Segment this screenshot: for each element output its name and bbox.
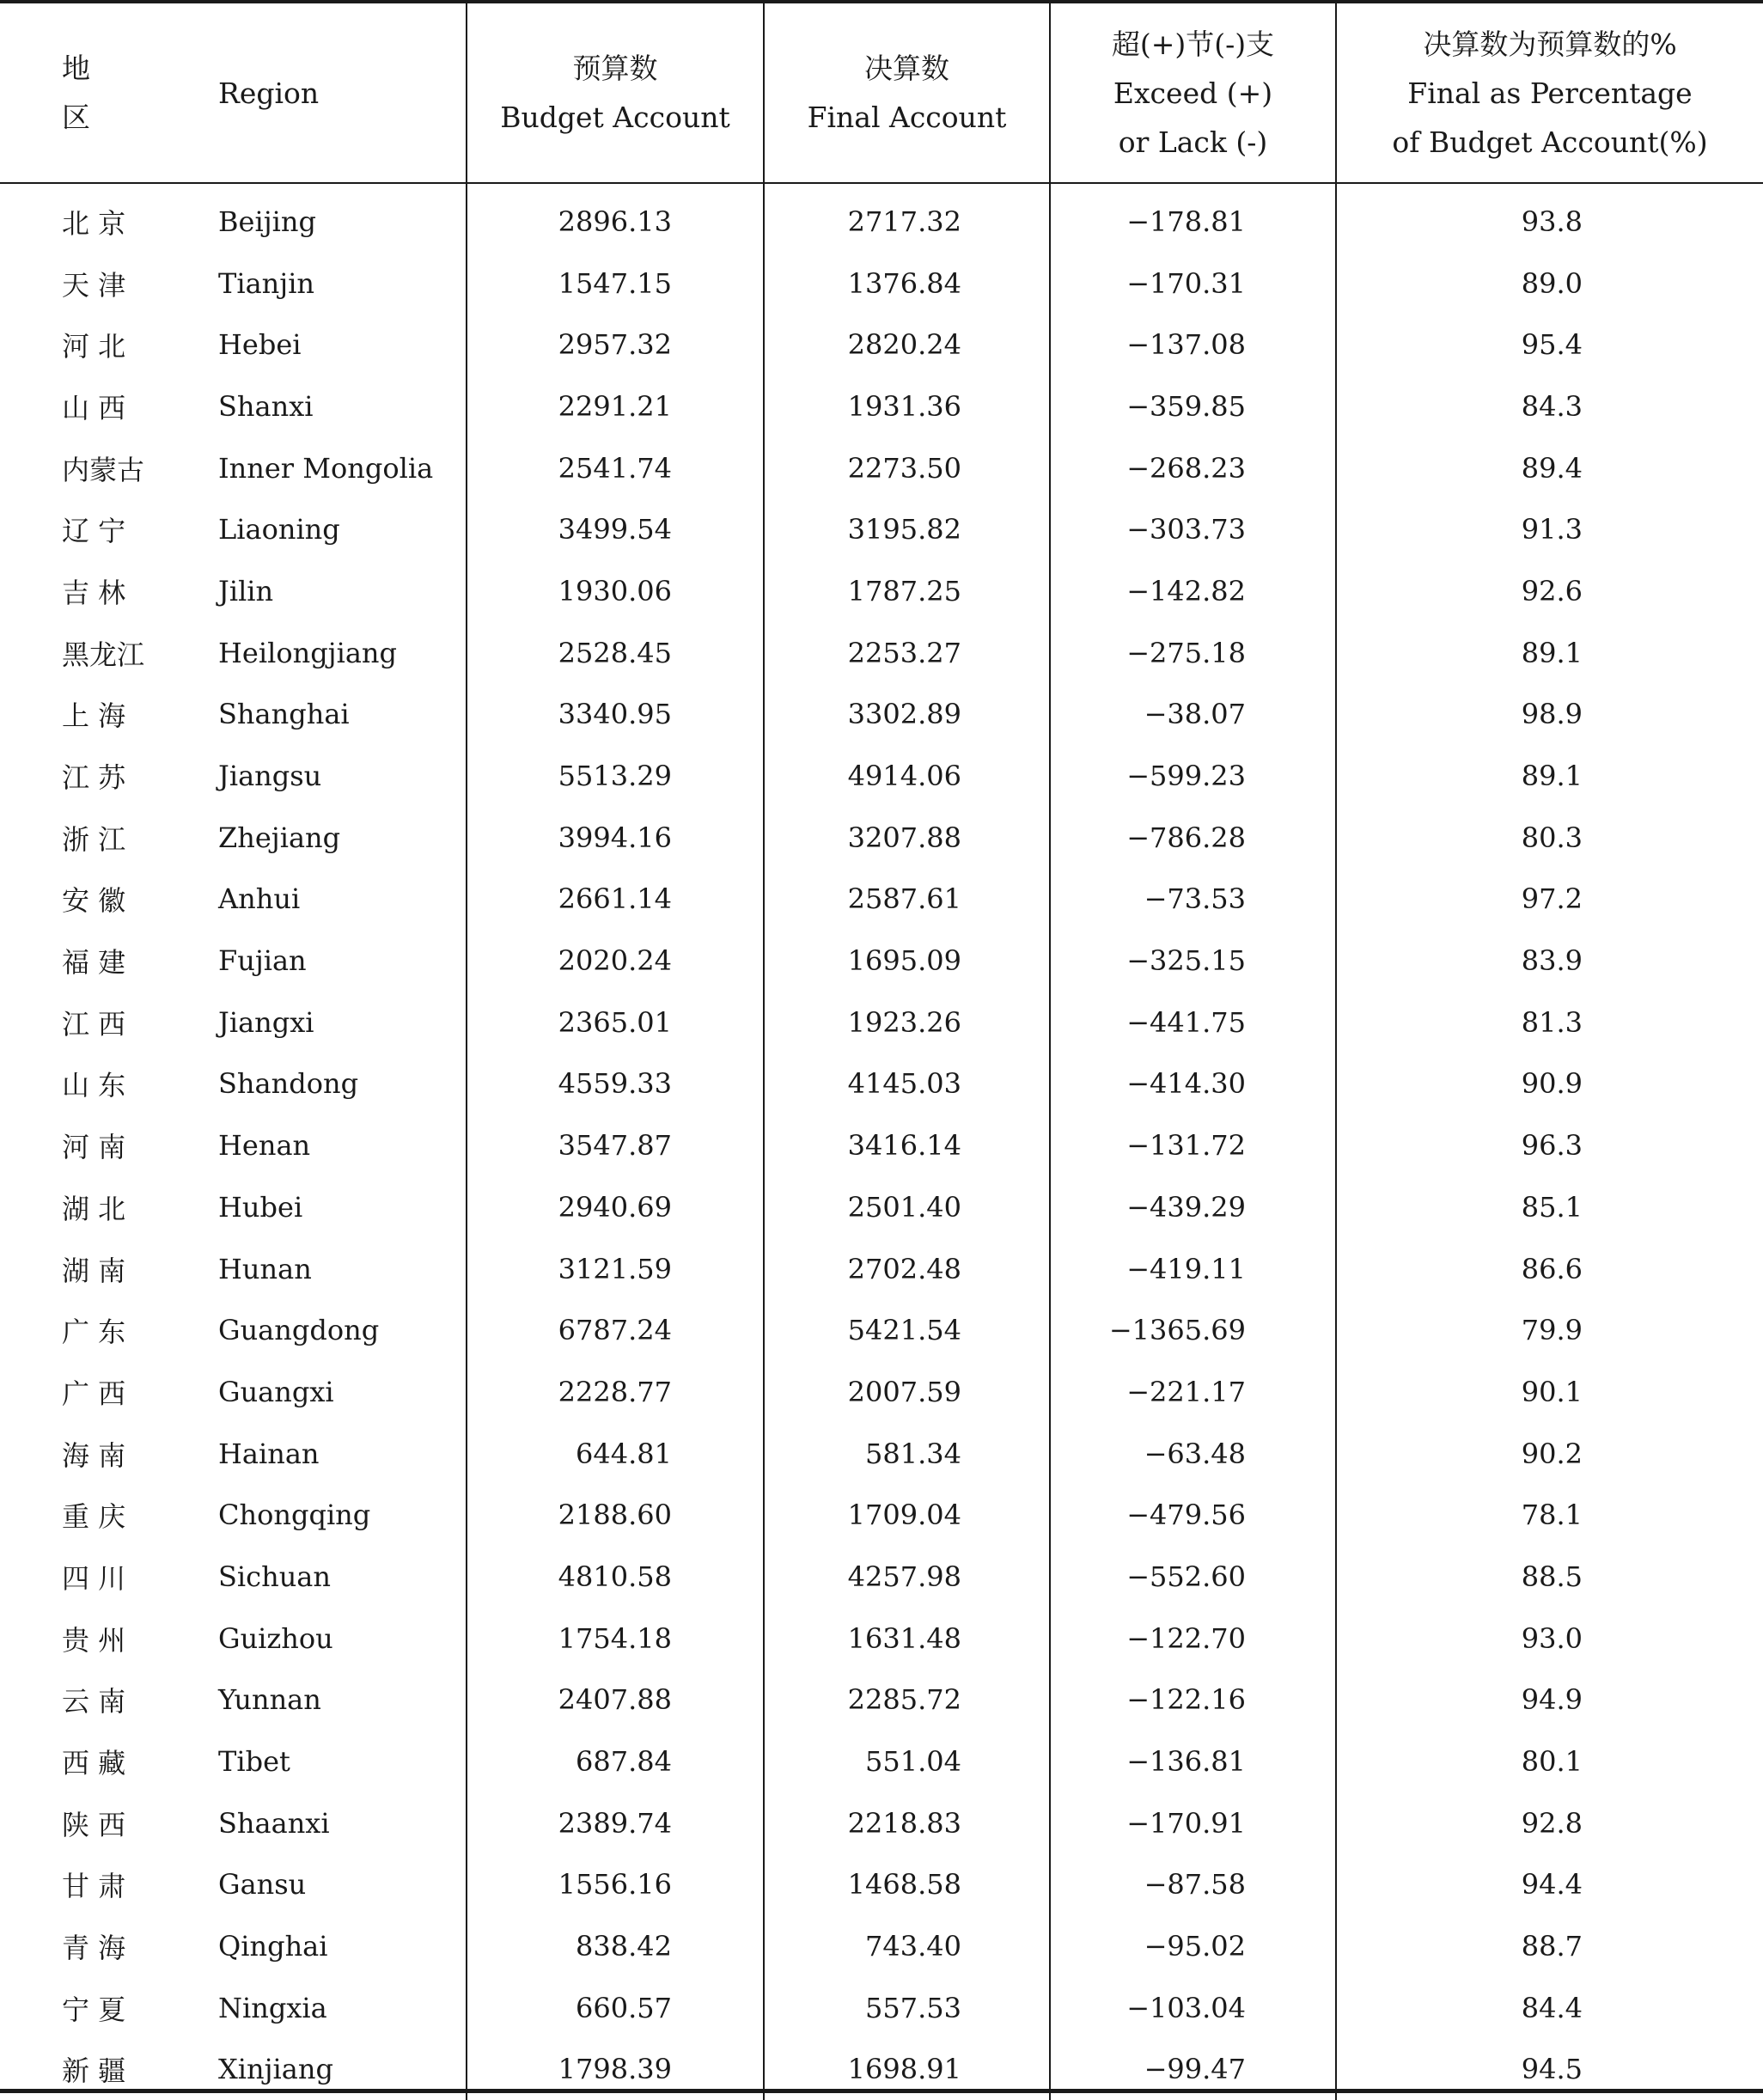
cell-region-en: Shanghai [155, 684, 467, 746]
header-budget-cn: 预算数 [572, 52, 658, 85]
cell-final: 2702.48 [764, 1238, 1050, 1300]
table-header [0, 3, 1763, 183]
cell-region-cn: 辽 宁 [62, 515, 126, 548]
cell-region-en: Heilongjiang [155, 622, 467, 684]
header-final-cn: 决算数 [864, 52, 949, 85]
cell-budget: 2896.13 [467, 183, 764, 253]
cell-final: 2007.59 [764, 1361, 1050, 1423]
cell-region-en: Yunnan [155, 1670, 467, 1731]
bottom-rule [0, 2089, 1763, 2093]
cell-region-cn: 云 南 [62, 1685, 126, 1718]
cell-region-en: Ningxia [155, 1977, 467, 2039]
table-body [0, 183, 1763, 2100]
table-row [0, 1423, 1763, 1485]
header-budget-en: Budget Account [500, 101, 730, 134]
cell-region-en: Hunan [155, 1238, 467, 1300]
cell-region-en: Gansu [155, 1854, 467, 1916]
cell-final: 4257.98 [764, 1546, 1050, 1608]
cell-region-en: Guangxi [155, 1361, 467, 1423]
cell-region-cn: 四 川 [62, 1561, 126, 1595]
cell-exceed-lack: −136.81 [1050, 1731, 1336, 1792]
cell-exceed-lack: −99.47 [1050, 2039, 1336, 2100]
cell-region-cn: 广 西 [62, 1377, 126, 1410]
cell-final: 3302.89 [764, 684, 1050, 746]
cell-final: 2253.27 [764, 622, 1050, 684]
table-row [0, 1977, 1763, 2039]
header-final-en: Final Account [807, 101, 1007, 134]
table-row [0, 992, 1763, 1053]
cell-budget: 660.57 [467, 1977, 764, 2039]
table-row [0, 684, 1763, 746]
cell-region-cn: 海 南 [62, 1438, 126, 1472]
cell-region-en: Jiangxi [155, 992, 467, 1053]
cell-final: 2717.32 [764, 183, 1050, 253]
cell-region-en: Anhui [155, 869, 467, 931]
cell-region-en: Guizhou [155, 1608, 467, 1670]
cell-exceed-lack: −122.16 [1050, 1670, 1336, 1731]
cell-exceed-lack: −63.48 [1050, 1423, 1336, 1485]
cell-budget: 2188.60 [467, 1484, 764, 1546]
cell-final: 3207.88 [764, 807, 1050, 869]
budget-final-account-table [0, 3, 1763, 2100]
cell-region-cn: 北 京 [62, 206, 126, 240]
table-row [0, 437, 1763, 499]
cell-exceed-lack: −131.72 [1050, 1114, 1336, 1176]
cell-region-cn: 山 西 [62, 391, 126, 424]
cell-exceed-lack: −599.23 [1050, 745, 1336, 807]
cell-budget: 2940.69 [467, 1176, 764, 1238]
cell-region-en: Inner Mongolia [155, 437, 467, 499]
cell-final: 581.34 [764, 1423, 1050, 1485]
cell-final: 557.53 [764, 1977, 1050, 2039]
header-row [0, 3, 1763, 183]
cell-region-cn: 贵 州 [62, 1623, 126, 1657]
table-row [0, 807, 1763, 869]
cell-percentage: 89.0 [1521, 266, 1583, 300]
cell-percentage: 89.1 [1521, 636, 1583, 669]
cell-final: 2501.40 [764, 1176, 1050, 1238]
cell-region-cn: 青 海 [62, 1932, 126, 1965]
cell-percentage: 84.4 [1521, 1991, 1583, 2024]
cell-final: 551.04 [764, 1731, 1050, 1792]
header-exceed-line3: or Lack (-) [1118, 125, 1268, 159]
cell-exceed-lack: −268.23 [1050, 437, 1336, 499]
cell-budget: 2228.77 [467, 1361, 764, 1423]
cell-budget: 838.42 [467, 1915, 764, 1977]
cell-percentage: 98.9 [1521, 698, 1583, 731]
header-percentage-line1: 决算数为预算数的% [1423, 27, 1677, 61]
cell-region-en: Tianjin [155, 253, 467, 314]
cell-exceed-lack: −786.28 [1050, 807, 1336, 869]
cell-budget: 6787.24 [467, 1299, 764, 1361]
table-row [0, 314, 1763, 375]
cell-percentage: 85.1 [1521, 1190, 1583, 1224]
cell-region-cn: 吉 林 [62, 576, 126, 609]
cell-region-cn: 天 津 [62, 268, 126, 302]
cell-exceed-lack: −103.04 [1050, 1977, 1336, 2039]
cell-exceed-lack: −142.82 [1050, 560, 1336, 622]
cell-region-en: Qinghai [155, 1915, 467, 1977]
cell-final: 2587.61 [764, 869, 1050, 931]
table-row [0, 560, 1763, 622]
cell-budget: 2020.24 [467, 930, 764, 992]
cell-budget: 4559.33 [467, 1053, 764, 1115]
cell-final: 1468.58 [764, 1854, 1050, 1916]
cell-percentage: 95.4 [1521, 328, 1583, 362]
cell-budget: 1556.16 [467, 1854, 764, 1916]
cell-region-en: Tibet [155, 1731, 467, 1792]
cell-percentage: 94.9 [1521, 1683, 1583, 1717]
table-row [0, 1114, 1763, 1176]
cell-region-cn: 湖 北 [62, 1192, 126, 1225]
cell-region-cn: 黑龙江 [62, 638, 145, 671]
cell-percentage: 90.9 [1521, 1067, 1583, 1101]
cell-exceed-lack: −221.17 [1050, 1361, 1336, 1423]
cell-budget: 3994.16 [467, 807, 764, 869]
cell-final: 2273.50 [764, 437, 1050, 499]
table-row [0, 253, 1763, 314]
cell-exceed-lack: −38.07 [1050, 684, 1336, 746]
cell-percentage: 91.3 [1521, 513, 1583, 546]
cell-region-en: Hainan [155, 1423, 467, 1485]
cell-final: 1709.04 [764, 1484, 1050, 1546]
table-row [0, 1053, 1763, 1115]
cell-region-cn: 宁 夏 [62, 1993, 126, 2026]
table-row [0, 183, 1763, 253]
table-row [0, 1731, 1763, 1792]
header-exceed [1050, 3, 1336, 183]
table-row [0, 1361, 1763, 1423]
cell-percentage: 92.6 [1521, 574, 1583, 607]
cell-region-cn: 重 庆 [62, 1500, 126, 1534]
cell-final: 1376.84 [764, 253, 1050, 314]
cell-region-cn: 湖 南 [62, 1254, 126, 1287]
cell-exceed-lack: −439.29 [1050, 1176, 1336, 1238]
header-final [764, 3, 1050, 183]
cell-exceed-lack: −170.31 [1050, 253, 1336, 314]
cell-region-cn: 新 疆 [62, 2054, 126, 2088]
cell-budget: 1798.39 [467, 2039, 764, 2100]
cell-budget: 687.84 [467, 1731, 764, 1792]
cell-exceed-lack: −414.30 [1050, 1053, 1336, 1115]
table-row [0, 1176, 1763, 1238]
cell-region-en: Shandong [155, 1053, 467, 1115]
cell-percentage: 81.3 [1521, 1005, 1583, 1039]
cell-exceed-lack: −325.15 [1050, 930, 1336, 992]
cell-percentage: 93.8 [1521, 205, 1583, 238]
cell-budget: 644.81 [467, 1423, 764, 1485]
cell-region-en: Henan [155, 1114, 467, 1176]
cell-final: 1923.26 [764, 992, 1050, 1053]
cell-percentage: 79.9 [1521, 1314, 1583, 1347]
cell-region-en: Chongqing [155, 1484, 467, 1546]
table-row [0, 1546, 1763, 1608]
cell-region-cn: 广 东 [62, 1316, 126, 1349]
cell-final: 2820.24 [764, 314, 1050, 375]
cell-final: 743.40 [764, 1915, 1050, 1977]
cell-percentage: 89.1 [1521, 760, 1583, 793]
cell-budget: 2291.21 [467, 375, 764, 437]
cell-budget: 5513.29 [467, 745, 764, 807]
cell-exceed-lack: −552.60 [1050, 1546, 1336, 1608]
cell-percentage: 88.7 [1521, 1930, 1583, 1963]
cell-percentage: 80.3 [1521, 821, 1583, 854]
cell-final: 5421.54 [764, 1299, 1050, 1361]
cell-percentage: 90.1 [1521, 1375, 1583, 1408]
table-row [0, 745, 1763, 807]
cell-final: 1631.48 [764, 1608, 1050, 1670]
header-region-cn: 地 区 [0, 3, 155, 183]
cell-percentage: 92.8 [1521, 1806, 1583, 1840]
cell-region-en: Guangdong [155, 1299, 467, 1361]
cell-budget: 3340.95 [467, 684, 764, 746]
table-row [0, 1854, 1763, 1916]
cell-final: 1931.36 [764, 375, 1050, 437]
table-row [0, 375, 1763, 437]
cell-exceed-lack: −178.81 [1050, 183, 1336, 253]
cell-budget: 2389.74 [467, 1792, 764, 1854]
cell-region-en: Jiangsu [155, 745, 467, 807]
cell-region-en: Xinjiang [155, 2039, 467, 2100]
cell-budget: 3499.54 [467, 498, 764, 560]
cell-region-en: Shanxi [155, 375, 467, 437]
table-row [0, 1299, 1763, 1361]
cell-budget: 2541.74 [467, 437, 764, 499]
cell-region-cn: 甘 肃 [62, 1870, 126, 1903]
cell-exceed-lack: −87.58 [1050, 1854, 1336, 1916]
cell-budget: 4810.58 [467, 1546, 764, 1608]
cell-budget: 1930.06 [467, 560, 764, 622]
table-row [0, 930, 1763, 992]
cell-exceed-lack: −303.73 [1050, 498, 1336, 560]
cell-final: 3195.82 [764, 498, 1050, 560]
cell-region-cn: 浙 江 [62, 822, 126, 856]
cell-region-en: Hebei [155, 314, 467, 375]
cell-region-en: Zhejiang [155, 807, 467, 869]
cell-percentage: 93.0 [1521, 1621, 1583, 1655]
cell-region-en: Hubei [155, 1176, 467, 1238]
table-row [0, 1484, 1763, 1546]
cell-budget: 2957.32 [467, 314, 764, 375]
header-region-en: Region [155, 3, 467, 183]
cell-region-en: Fujian [155, 930, 467, 992]
cell-exceed-lack: −137.08 [1050, 314, 1336, 375]
cell-exceed-lack: −479.56 [1050, 1484, 1336, 1546]
table-row [0, 622, 1763, 684]
cell-exceed-lack: −73.53 [1050, 869, 1336, 931]
cell-percentage: 83.9 [1521, 944, 1583, 978]
cell-region-cn: 福 建 [62, 946, 126, 980]
cell-region-cn: 上 海 [62, 699, 126, 733]
cell-percentage: 97.2 [1521, 882, 1583, 916]
header-exceed-line1: 超(+)节(-)支 [1111, 27, 1275, 61]
header-percentage [1336, 3, 1763, 183]
cell-percentage: 90.2 [1521, 1437, 1583, 1470]
header-exceed-line2: Exceed (+) [1113, 76, 1273, 110]
cell-region-en: Shaanxi [155, 1792, 467, 1854]
cell-budget: 2407.88 [467, 1670, 764, 1731]
cell-budget: 2661.14 [467, 869, 764, 931]
cell-exceed-lack: −122.70 [1050, 1608, 1336, 1670]
table-row [0, 498, 1763, 560]
cell-budget: 1754.18 [467, 1608, 764, 1670]
header-percentage-line3: of Budget Account(%) [1392, 125, 1708, 159]
cell-final: 1698.91 [764, 2039, 1050, 2100]
cell-region-cn: 江 苏 [62, 761, 126, 795]
table-row [0, 1608, 1763, 1670]
cell-region-cn: 内蒙古 [62, 453, 145, 486]
cell-region-cn: 河 南 [62, 1131, 126, 1164]
cell-region-cn: 河 北 [62, 330, 126, 363]
cell-region-cn: 山 东 [62, 1069, 126, 1102]
cell-region-en: Jilin [155, 560, 467, 622]
cell-exceed-lack: −95.02 [1050, 1915, 1336, 1977]
table-row [0, 1670, 1763, 1731]
cell-final: 2285.72 [764, 1670, 1050, 1731]
header-budget [467, 3, 764, 183]
cell-region-cn: 江 西 [62, 1007, 126, 1041]
table-row [0, 1792, 1763, 1854]
cell-percentage: 88.5 [1521, 1560, 1583, 1593]
cell-region-cn: 安 徽 [62, 884, 126, 918]
cell-percentage: 94.5 [1521, 2053, 1583, 2086]
cell-region-en: Liaoning [155, 498, 467, 560]
cell-final: 4914.06 [764, 745, 1050, 807]
cell-percentage: 94.4 [1521, 1868, 1583, 1902]
header-percentage-line2: Final as Percentage [1407, 76, 1693, 110]
cell-exceed-lack: −170.91 [1050, 1792, 1336, 1854]
cell-budget: 3547.87 [467, 1114, 764, 1176]
table-row [0, 1238, 1763, 1300]
cell-percentage: 84.3 [1521, 389, 1583, 423]
cell-region-en: Sichuan [155, 1546, 467, 1608]
cell-exceed-lack: −1365.69 [1050, 1299, 1336, 1361]
cell-exceed-lack: −359.85 [1050, 375, 1336, 437]
cell-budget: 2365.01 [467, 992, 764, 1053]
cell-final: 1787.25 [764, 560, 1050, 622]
cell-final: 4145.03 [764, 1053, 1050, 1115]
cell-final: 3416.14 [764, 1114, 1050, 1176]
cell-final: 2218.83 [764, 1792, 1050, 1854]
cell-budget: 1547.15 [467, 253, 764, 314]
cell-budget: 3121.59 [467, 1238, 764, 1300]
cell-exceed-lack: −275.18 [1050, 622, 1336, 684]
cell-percentage: 80.1 [1521, 1745, 1583, 1779]
table-row [0, 869, 1763, 931]
cell-exceed-lack: −419.11 [1050, 1238, 1336, 1300]
cell-final: 1695.09 [764, 930, 1050, 992]
cell-budget: 2528.45 [467, 622, 764, 684]
cell-exceed-lack: −441.75 [1050, 992, 1336, 1053]
cell-region-en: Beijing [155, 183, 467, 253]
cell-region-cn: 西 藏 [62, 1747, 126, 1780]
cell-percentage: 89.4 [1521, 451, 1583, 485]
cell-percentage: 86.6 [1521, 1252, 1583, 1285]
cell-percentage: 96.3 [1521, 1129, 1583, 1163]
cell-region-cn: 陕 西 [62, 1808, 126, 1841]
table-row [0, 1915, 1763, 1977]
cell-percentage: 78.1 [1521, 1499, 1583, 1532]
